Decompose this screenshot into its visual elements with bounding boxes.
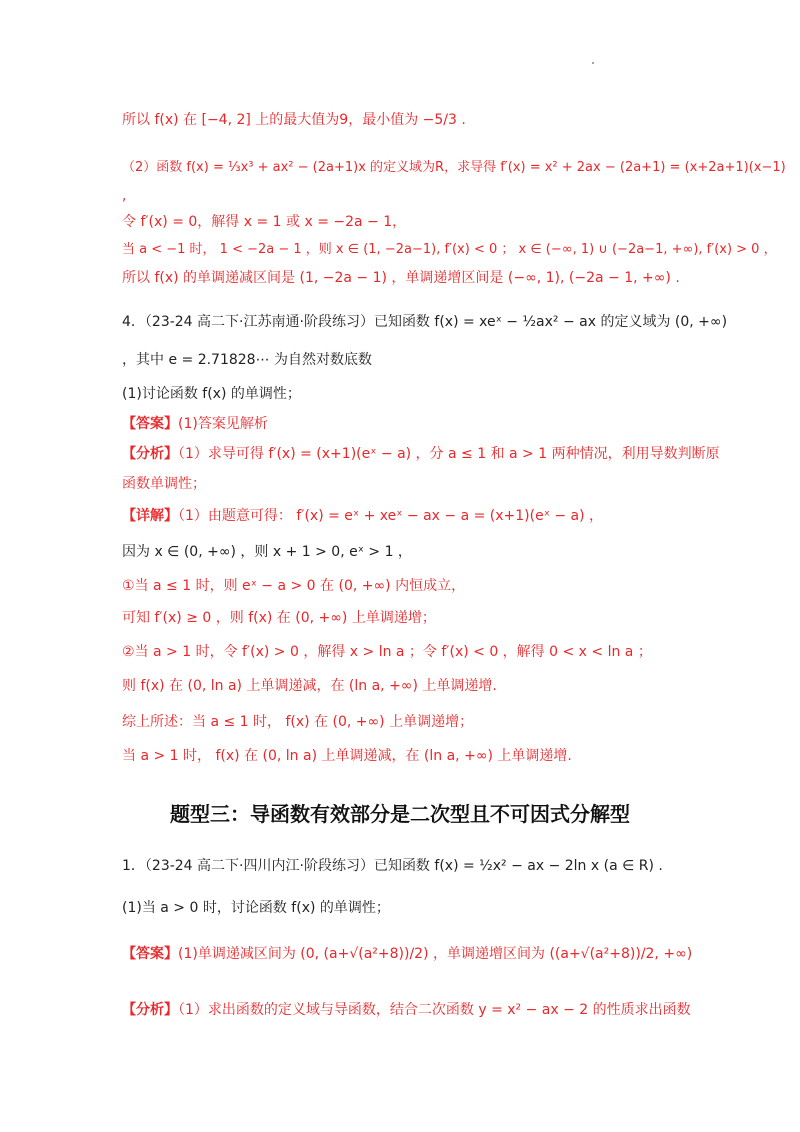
line-problem-1: 1．（23-24 高二下·四川内江·阶段练习）已知函数 f(x) = ½x² − ax − 2ln x (a ∈ R) .: [122, 858, 663, 874]
tag-content: (1)答案见解析: [178, 416, 268, 432]
line-case-a-less: 当 a < −1 时， 1 < −2a − 1 ，则 x ∈ (1, −2a−1), f′(x) < 0 ； x ∈ (−∞, 1) ∪ (−2a−1, +∞), f′(x) > 0 ，: [122, 242, 777, 257]
tag-label: 【答案】: [122, 946, 178, 962]
line-case-2: ②当 a > 1 时，令 f′(x) > 0 ，解得 x > ln a ；令 f′(x) < 0 ，解得 0 < x < ln a ；: [122, 644, 652, 660]
tag-content: （1）由题意可得： f′(x) = eˣ + xeˣ − ax − a = (x+1)(eˣ − a) ，: [178, 508, 604, 524]
tag-content: （1）求导可得 f′(x) = (x+1)(eˣ − a) ，分 a ≤ 1 和 a > 1 两种情况，利用导数判断原: [178, 446, 720, 462]
line-analysis-2: [122, 1000, 691, 1020]
tag-label: 【分析】: [122, 1002, 178, 1018]
line-case-1-result: 可知 f′(x) ≥ 0 ，则 f(x) 在 (0, +∞) 上单调递增；: [122, 610, 436, 626]
tag-content: （1）求出函数的定义域与导函数，结合二次函数 y = x² − ax − 2 的性质求出函数: [178, 1002, 691, 1018]
section-heading: 题型三：导函数有效部分是二次型且不可因式分解型: [170, 802, 630, 826]
line-because: 因为 x ∈ (0, +∞) ，则 x + 1 > 0, eˣ > 1 ，: [122, 544, 412, 560]
line-e-constant: ，其中 e = 2.71828⋯ 为自然对数底数: [122, 352, 373, 368]
tag-label: 【答案】: [122, 416, 178, 432]
line-problem-4: 4．（23-24 高二下·江苏南通·阶段练习）已知函数 f(x) = xeˣ − ½ax² − ax 的定义域为 (0, +∞): [122, 314, 728, 330]
line-comma: ,: [122, 188, 127, 204]
line-monotonic-intervals: 所以 f(x) 的单调递减区间是 (1, −2a − 1) ，单调递增区间是 (−∞, 1), (−2a − 1, +∞) .: [122, 270, 680, 286]
line-question-1b: (1)当 a > 0 时，讨论函数 f(x) 的单调性；: [122, 900, 390, 916]
line-analysis: [122, 444, 720, 464]
line-case-1: ①当 a ≤ 1 时，则 eˣ − a > 0 在 (0, +∞) 内恒成立，: [122, 578, 466, 594]
tag-label: 【分析】: [122, 446, 178, 462]
tag-content: (1)单调递减区间为 (0, (a+√(a²+8))/2) ，单调递增区间为 ((a+√(a²+8))/2, +∞): [178, 946, 693, 962]
line-max-min: 所以 f(x) 在 [−4, 2] 上的最大值为9，最小值为 −5/3 .: [122, 112, 466, 128]
line-summary-2: 当 a > 1 时， f(x) 在 (0, ln a) 上单调递减，在 (ln a, +∞) 上单调递增.: [122, 748, 572, 764]
line-analysis-cont: 函数单调性；: [122, 476, 206, 492]
line-answer: [122, 414, 268, 434]
line-case-2-result: 则 f(x) 在 (0, ln a) 上单调递减，在 (ln a, +∞) 上单调递增.: [122, 678, 497, 694]
line-question-1: (1)讨论函数 f(x) 的单调性；: [122, 386, 301, 402]
line-detail: [122, 506, 603, 526]
line-summary-1: 综上所述：当 a ≤ 1 时， f(x) 在 (0, +∞) 上单调递增；: [122, 714, 474, 730]
line-answer-intervals: [122, 944, 692, 964]
page-mark: [592, 62, 594, 64]
tag-label: 【详解】: [122, 508, 178, 524]
line-part2-derivative: （2）函数 f(x) = ⅓x³ + ax² − (2a+1)x 的定义域为R，求导得 f′(x) = x² + 2ax − (2a+1) = (x+2a+1)(x−1): [122, 160, 786, 175]
line-solve-roots: 令 f′(x) = 0，解得 x = 1 或 x = −2a − 1，: [122, 214, 407, 230]
